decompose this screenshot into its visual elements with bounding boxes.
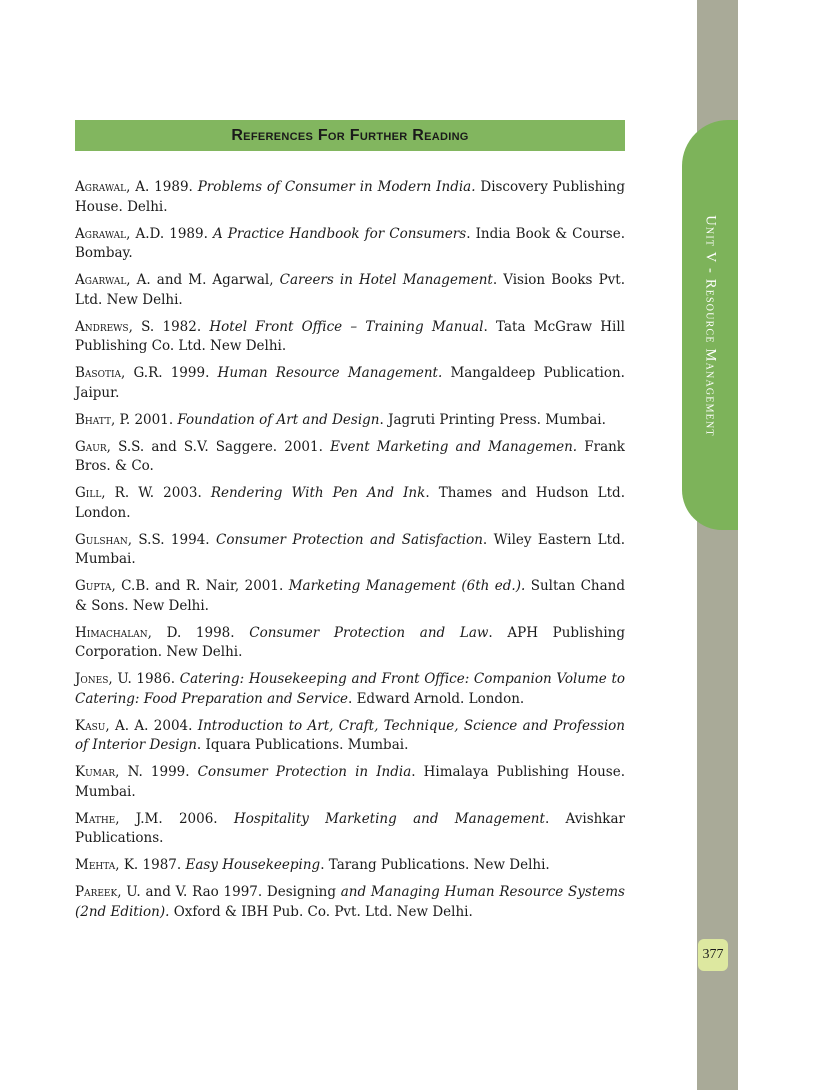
reference-author: Kasu: [75, 717, 106, 734]
reference-author: Gill: [75, 485, 102, 501]
reference-entry: [75, 856, 625, 876]
reference-title: Consumer Protection and Satisfaction: [215, 531, 483, 548]
reference-title: Consumer Protection and Law: [249, 624, 489, 641]
reference-author: Agarwal: [75, 272, 127, 288]
reference-entry: [75, 624, 625, 663]
reference-title: Hospitality Marketing and Management: [233, 810, 545, 827]
reference-title: A Practice Handbook for Consumers: [212, 225, 467, 242]
reference-title: and Managing Human Resource Systems (2nd Edition).: [75, 884, 625, 920]
reference-entry: [75, 411, 625, 431]
reference-author: Bhatt: [75, 411, 111, 428]
reference-list: [75, 178, 625, 930]
reference-details: , R. W. 2003.: [101, 485, 211, 501]
reference-details: , A.D. 1989.: [126, 225, 213, 242]
reference-publisher: Sultan Chand & Sons. New Delhi.: [75, 578, 626, 614]
reference-details: , U. 1986.: [108, 671, 180, 687]
reference-entry: [75, 178, 625, 217]
reference-details: , K. 1987.: [115, 857, 186, 873]
section-heading-bar: [75, 120, 625, 151]
reference-publisher: . Avishkar Publications.: [75, 810, 625, 846]
unit-label: Unit V - Resource Management: [702, 215, 719, 437]
reference-entry: [75, 763, 625, 802]
reference-title: Human Resource Management.: [217, 365, 443, 381]
reference-entry: [75, 883, 625, 922]
reference-publisher: . Iquara Publications. Mumbai.: [196, 737, 409, 753]
reference-details: , A. A. 2004.: [105, 717, 198, 734]
reference-details: , D. 1998.: [147, 624, 250, 641]
reference-details: , A. 1989.: [126, 179, 198, 195]
reference-details: , U. and V. Rao 1997. Designing: [117, 884, 341, 900]
reference-entry: [75, 364, 625, 403]
reference-title: Consumer Protection in India: [197, 764, 412, 780]
reference-publisher: . Vision Books Pvt. Ltd. New Delhi.: [75, 272, 625, 308]
reference-details: , P. 2001.: [110, 411, 178, 428]
reference-author: Gupta: [75, 578, 112, 594]
reference-title: Marketing Management (6th ed.).: [288, 578, 526, 594]
reference-author: Mehta: [75, 857, 116, 873]
reference-entry: [75, 318, 625, 357]
reference-author: Agrawal: [75, 179, 127, 195]
reference-publisher: Mangaldeep Publication. Jaipur.: [75, 365, 625, 401]
reference-publisher: . Thames and Hudson Ltd. London.: [75, 485, 625, 521]
reference-details: , G.R. 1999.: [121, 365, 218, 381]
reference-entry: [75, 531, 625, 570]
reference-details: , S.S. and S.V. Saggere. 2001.: [106, 438, 331, 455]
reference-entry: [75, 225, 625, 264]
reference-publisher: . India Book & Course. Bombay.: [75, 225, 625, 261]
reference-title: Problems of Consumer in Modern India.: [197, 179, 476, 195]
reference-details: , S. 1982.: [128, 318, 210, 335]
reference-title: Hotel Front Office – Training Manual: [209, 318, 484, 335]
reference-author: Andrews: [75, 318, 129, 335]
reference-publisher: . Edward Arnold. London.: [348, 690, 525, 707]
reference-publisher: Oxford & IBH Pub. Co. Pvt. Ltd. New Delhi.: [169, 903, 473, 920]
reference-details: , J.M. 2006.: [115, 810, 234, 827]
reference-author: Mathe: [75, 810, 116, 827]
reference-author: Himachalan: [75, 624, 148, 641]
reference-details: , C.B. and R. Nair, 2001.: [111, 578, 289, 594]
reference-entry: [75, 670, 625, 709]
page-number: 377: [698, 939, 728, 971]
reference-author: Kumar: [75, 764, 116, 780]
reference-title: Foundation of Art and Design: [177, 411, 380, 428]
reference-publisher: Discovery Publishing House. Delhi.: [75, 179, 626, 215]
reference-title: Catering: Housekeeping and Front Office: Companion Volume to Catering: Food Preparation and Service: [75, 671, 625, 707]
reference-author: Jones: [75, 671, 109, 687]
reference-publisher: . Tarang Publications. New Delhi.: [320, 857, 550, 873]
reference-details: , A. and M. Agarwal,: [126, 272, 280, 288]
reference-publisher: . Himalaya Publishing House. Mumbai.: [75, 764, 625, 800]
reference-entry: [75, 438, 625, 477]
reference-publisher: . Wiley Eastern Ltd. Mumbai.: [75, 531, 626, 567]
reference-details: , N. 1999.: [115, 764, 198, 780]
reference-publisher: . Jagruti Printing Press. Mumbai.: [379, 411, 606, 428]
reference-publisher: . APH Publishing Corporation. New Delhi.: [75, 624, 625, 660]
reference-entry: [75, 577, 625, 616]
reference-title: Event Marketing and Managemen.: [330, 438, 578, 455]
reference-details: , S.S. 1994.: [127, 531, 216, 548]
reference-title: Careers in Hotel Management: [279, 272, 493, 288]
reference-entry: [75, 717, 625, 756]
reference-author: Gulshan: [75, 531, 128, 548]
reference-publisher: Frank Bros. & Co.: [75, 438, 625, 474]
reference-title: Rendering With Pen And Ink: [210, 485, 426, 501]
reference-publisher: . Tata McGraw Hill Publishing Co. Ltd. New Delhi.: [75, 318, 625, 354]
reference-entry: [75, 484, 625, 523]
reference-entry: [75, 810, 625, 849]
reference-author: Gaur: [75, 438, 107, 455]
section-heading: References For Further Reading: [231, 126, 469, 144]
reference-entry: [75, 271, 625, 310]
reference-author: Agrawal: [75, 225, 127, 242]
reference-author: Basotia: [75, 365, 122, 381]
reference-title: Introduction to Art, Craft, Technique, Science and Profession of Interior Design: [75, 717, 625, 753]
reference-author: Pareek: [75, 884, 118, 900]
reference-title: Easy Housekeeping: [185, 857, 321, 873]
